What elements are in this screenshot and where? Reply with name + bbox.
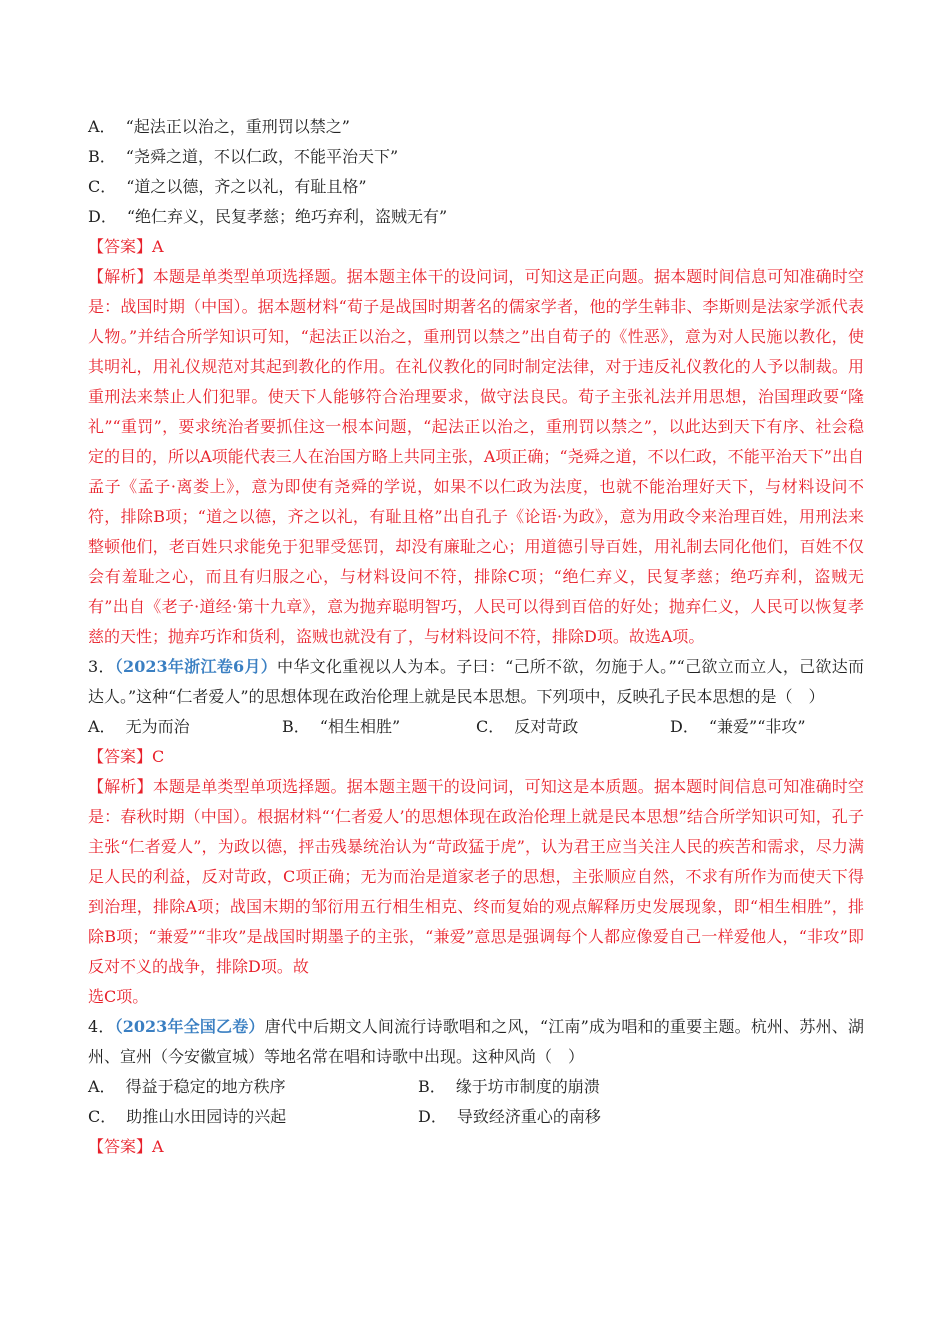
q3-analysis [88, 772, 864, 982]
q2-options [88, 112, 864, 232]
answer-value: A [152, 1137, 164, 1156]
answer-label: 【答案】 [88, 1137, 153, 1156]
q3-answer [88, 742, 864, 772]
q2-option-a: A． “起法正以治之，重刑罚以禁之” [88, 117, 350, 136]
q2-analysis [88, 262, 864, 652]
analysis-label: 【解析】 [88, 777, 153, 796]
answer-value: C [152, 747, 165, 766]
question-source: （2023年浙江卷6月） [114, 657, 278, 676]
q4-stem [88, 1012, 864, 1072]
question-number: 4． [88, 1017, 115, 1036]
answer-value: A [152, 237, 164, 256]
answer-label: 【答案】 [88, 747, 153, 766]
q3-option-b: B． “相生相胜” [282, 717, 401, 736]
analysis-text: 本题是单类型单项选择题。据本题主体干的设问词，可知这是正向题。据本题时间信息可知准确时空是：战国时期（中国）。据本题材料“荀子是战国时期著名的儒家学者，他的学生韩非、李斯则是法家学派代表人物。”并结合所学知识可知，“起法正以治之，重刑罚以禁之”出自荀子的《性恶》，意为对人民施以教化，使其明礼，用礼仪规范对其起到教化的作用。在礼仪教化的同时制定法律，对于违反礼仪教化的人予以制裁。用重刑法来禁止人们犯罪。使天下人能够符合治理要求，做守法良民。荀子主张礼法并用思想，治国理政要“隆礼”“重罚”，要求统治者要抓住这一根本问题，“起法正以治之，重刑罚以禁之”，以此达到天下有序、社会稳定的目的，所以A项能代表三人在治国方略上共同主张，A项正确；“尧舜之道，不以仁政，不能平治天下”出自孟子《孟子·离娄上》，意为即使有尧舜的学说，如果不以仁政为法度，也就不能治理好天下，与材料设问不符，排除B项；“道之以德，齐之以礼，有耻且格”出自孔子《论语·为政》，意为用政令来治理百姓，用刑法来整顿他们，老百姓只求能免于犯罪受惩罚，却没有廉耻之心；用道德引导百姓，用礼制去同化他们，百姓不仅会有羞耻之心，而且有归服之心，与材料设问不符，排除C项；“绝仁弃义，民复孝慈；绝巧弃利，盗贼无有”出自《老子·道经·第十九章》，意为抛弃聪明智巧，人民可以得到百倍的好处；抛弃仁义，人民可以恢复孝慈的天性；抛弃巧诈和货利，盗贼也就没有了，与材料设问不符，排除D项。故选A项。 [88, 267, 864, 646]
q4-option-c: C． 助推山水田园诗的兴起 [88, 1107, 287, 1126]
question-source: （2023年全国乙卷） [114, 1017, 265, 1036]
q4-option-b: B． 缘于坊市制度的崩溃 [418, 1077, 600, 1096]
q3-analysis-tail: 选C项。 [88, 987, 149, 1006]
q4-options-row-2 [88, 1102, 864, 1132]
question-text: 中华文化重视以人为本。子曰：“己所不欲，勿施于人。”“己欲立而立人，己欲达而达人。”这种“仁者爱人”的思想体现在政治伦理上就是民本思想。下列项中，反映孔子民本思想的是（ ） [88, 657, 864, 706]
analysis-text: 本题是单类型单项选择题。据本题主题干的设问词，可知这是本质题。据本题时间信息可知准确时空是：春秋时期（中国）。根据材料“‘仁者爱人’的思想体现在政治伦理上就是民本思想”结合所学知识可知，孔子主张“仁者爱人”，为政以德，抨击残暴统治认为“苛政猛于虎”，认为君王应当关注人民的疾苦和需求，尽力满足人民的利益，反对苛政，C项正确；无为而治是道家老子的思想，主张顺应自然，不求有所作为而使天下得到治理，排除A项；战国末期的邹衍用五行相生相克、终而复始的观点解释历史发展现象，即“相生相胜”，排除B项；“兼爱”“非攻”是战国时期墨子的主张，“兼爱”意思是强调每个人都应像爱自己一样爱他人，“非攻”即反对不义的战争，排除D项。故 [88, 777, 864, 976]
document-page [88, 112, 864, 1162]
q2-option-c: C． “道之以德，齐之以礼，有耻且格” [88, 177, 367, 196]
q2-answer [88, 232, 864, 262]
q3-option-c: C． 反对苛政 [476, 717, 579, 736]
q4-options-row-1 [88, 1072, 864, 1102]
q4-option-d: D． 导致经济重心的南移 [418, 1107, 601, 1126]
answer-label: 【答案】 [88, 237, 153, 256]
question-text: 唐代中后期文人间流行诗歌唱和之风，“江南”成为唱和的重要主题。杭州、苏州、湖州、宣州（今安徽宣城）等地名常在唱和诗歌中出现。这种风尚（ ） [88, 1017, 864, 1066]
q4-option-a: A． 得益于稳定的地方秩序 [88, 1077, 286, 1096]
q2-option-d: D． “绝仁弃义，民复孝慈；绝巧弃利，盗贼无有” [88, 207, 448, 226]
q2-option-b: B． “尧舜之道，不以仁政，不能平治天下” [88, 147, 399, 166]
q3-options [88, 712, 864, 742]
q3-option-d: D． “兼爱”“非攻” [670, 717, 806, 736]
q3-stem [88, 652, 864, 712]
analysis-label: 【解析】 [88, 267, 153, 286]
question-number: 3． [88, 657, 115, 676]
q3-option-a: A． 无为而治 [88, 717, 190, 736]
q4-answer [88, 1132, 864, 1162]
